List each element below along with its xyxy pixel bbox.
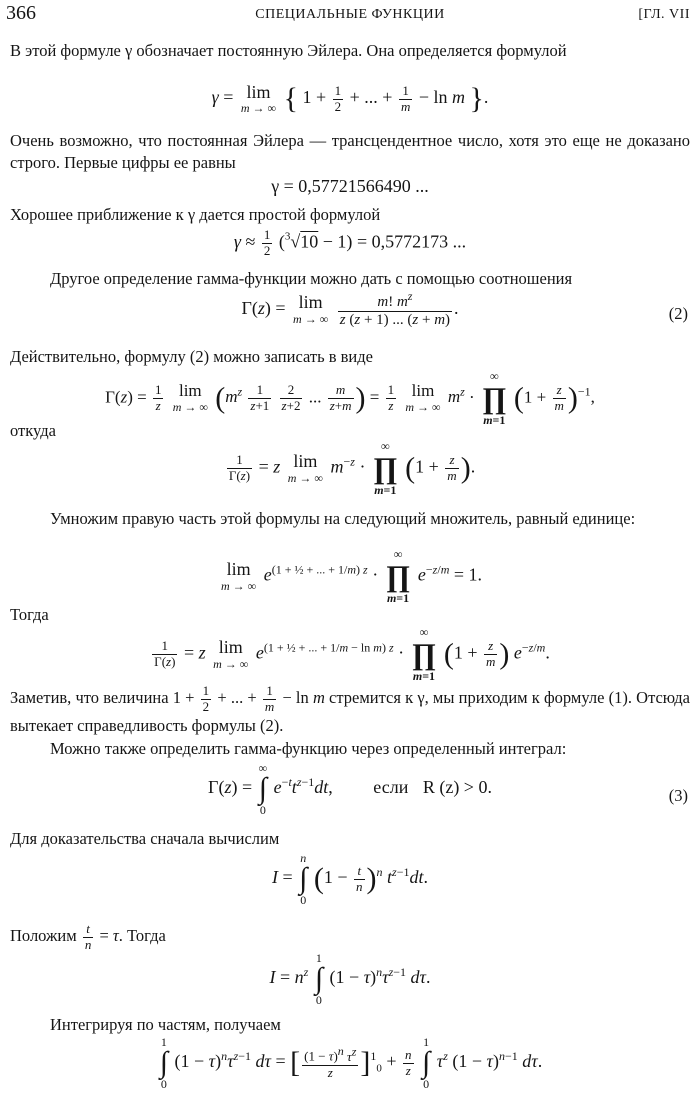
page-header — [0, 2, 700, 28]
chapter-label: [ГЛ. VII — [638, 7, 690, 22]
equation-approximation: γ ≈ $\frac{1}{2}$ ($^3$√10 − 1) = 0,5772173 ... — [233, 227, 467, 258]
paragraph-substitution: Положим $\frac{t}{n}$ = τ. Тогда — [10, 921, 166, 952]
equation-number-2: (2) — [668, 304, 688, 323]
paragraph-transcendental: Очень возможно, что постоянная Эйлера — трансцендентное число, хотя это еще не доказано строго. Первые цифры ее равны — [10, 131, 690, 172]
paragraph-other-definition: Другое определение гамма-функции можно дать с помощью соотношения — [50, 269, 573, 288]
paragraph-rewrite: Действительно, формулу (2) можно записать в виде — [10, 347, 373, 366]
eq3-re: R (z) > 0. — [422, 777, 492, 798]
paragraph-proof: Для доказательства сначала вычислим — [10, 829, 280, 848]
noting-text-b: стремится к γ, мы приходим к формуле (1). Отсюда вытекает справедливость формулы (2). — [10, 688, 691, 735]
equation-weierstrass: $\frac{1}{\Gamma(z)}$ = z lim m → ∞ $e^{(1 + \frac{1}{2} + ... + 1/m - ln m) z}$ · ∞ ∏ m=1 (1 + $\frac{z}{m}$ ) $e^{-z/m}$. — [154, 625, 550, 684]
eq3-condition: если — [373, 777, 409, 798]
substitution-text-a: Положим — [10, 926, 77, 946]
paragraph-by-parts: Интегрируя по частям, получаем — [50, 1015, 281, 1034]
approx-value: = 0,5772173 ... — [356, 231, 467, 252]
equation-euler-value: γ = 0,57721566490 ... — [271, 176, 429, 196]
equation-euler-limit: γ = lim m → ∞ { 1 + $\frac{1}{2}$ + ... + $\frac{1}{m}$ − ln m }. — [211, 81, 489, 116]
paragraph-approximation: Хорошее приближение к γ дается простой формулой — [10, 205, 381, 224]
page-number: 366 — [6, 2, 36, 24]
paragraph-whence: откуда — [10, 421, 56, 440]
equation-number-3: (3) — [668, 786, 688, 805]
equation-2: Γ(z) = lim m → ∞ $\frac{m! m^z}{z (z + 1) ... (z + m)}$ . — [241, 289, 459, 329]
equation-reciprocal: $\frac{1}{\Gamma(z)}$ = z lim m → ∞ $m^{-z}$ · ∞ ∏ m=1 (1 + $\frac{z}{m}$ ). — [228, 439, 476, 498]
paragraph-noting: Заметив, что величина 1 + $\frac{1}{2}$ + ... + $\frac{1}{m}$ − ln m стремится к γ, мы приходим к формуле (1). Отсюда вытекает справедливость формулы (2). — [10, 683, 691, 735]
equation-I-definition: I = n ∫ 0 (1 − $\frac{t}{n}$ )$^n$ $t^{z-1}dt$. — [271, 851, 428, 907]
paragraph-multiply: Умножим правую часть этой формулы на следующий множитель, равный единице: — [50, 509, 636, 528]
equation-I-tau: $I = n^z$ 1 ∫ 0 $(1 - \tau)^n\tau^{z-1}$ dτ. — [269, 951, 431, 1007]
running-title: СПЕЦИАЛЬНЫЕ ФУНКЦИИ — [255, 7, 445, 22]
noting-text-a: Заметив, что величина — [10, 688, 169, 708]
substitution-text-b: Тогда — [127, 926, 166, 946]
paragraph-euler-intro: В этой формуле γ обозначает постоянную Эйлера. Она определяется формулой — [10, 41, 567, 60]
equation-unity-factor: lim m → ∞ $e^{(1 + \frac{1}{2} + ... + 1/m) z}$ · ∞ ∏ m=1 $e^{-z/m} = 1$. — [220, 547, 483, 606]
paragraph-then: Тогда — [10, 605, 49, 624]
equation-by-parts: 1 ∫ 0 $(1 - \tau)^n\tau^{z-1}$ dτ = [ $\frac{(1 - \tau)^n \tau^z}{z}$ ]$^1_0$ + $\frac{n}{z}$ 1 ∫ 0 $\tau^z$ $(1 - \tau)^{n-1}$ dτ. — [159, 1035, 543, 1091]
paragraph-integral-definition: Можно также определить гамма-функцию через определенный интеграл: — [50, 739, 567, 758]
equation-rewritten: Γ(z) = $\frac{1}{z}$ lim m → ∞ ($m^z$ $\frac{1}{z+1}$ $\frac{2}{z+2}$ ... $\frac{m}{z+m}$ ) = $\frac{1}{z}$ lim m → ∞ $m^z$ · ∞ ∏ m=1 (1 + $\frac{z}{m}$ )$^{-1}$, — [105, 369, 595, 428]
equation-3: Γ(z) = ∞ ∫ 0 $e^{-t}t^{z-1}dt$, если R (z) > 0. — [208, 761, 492, 817]
